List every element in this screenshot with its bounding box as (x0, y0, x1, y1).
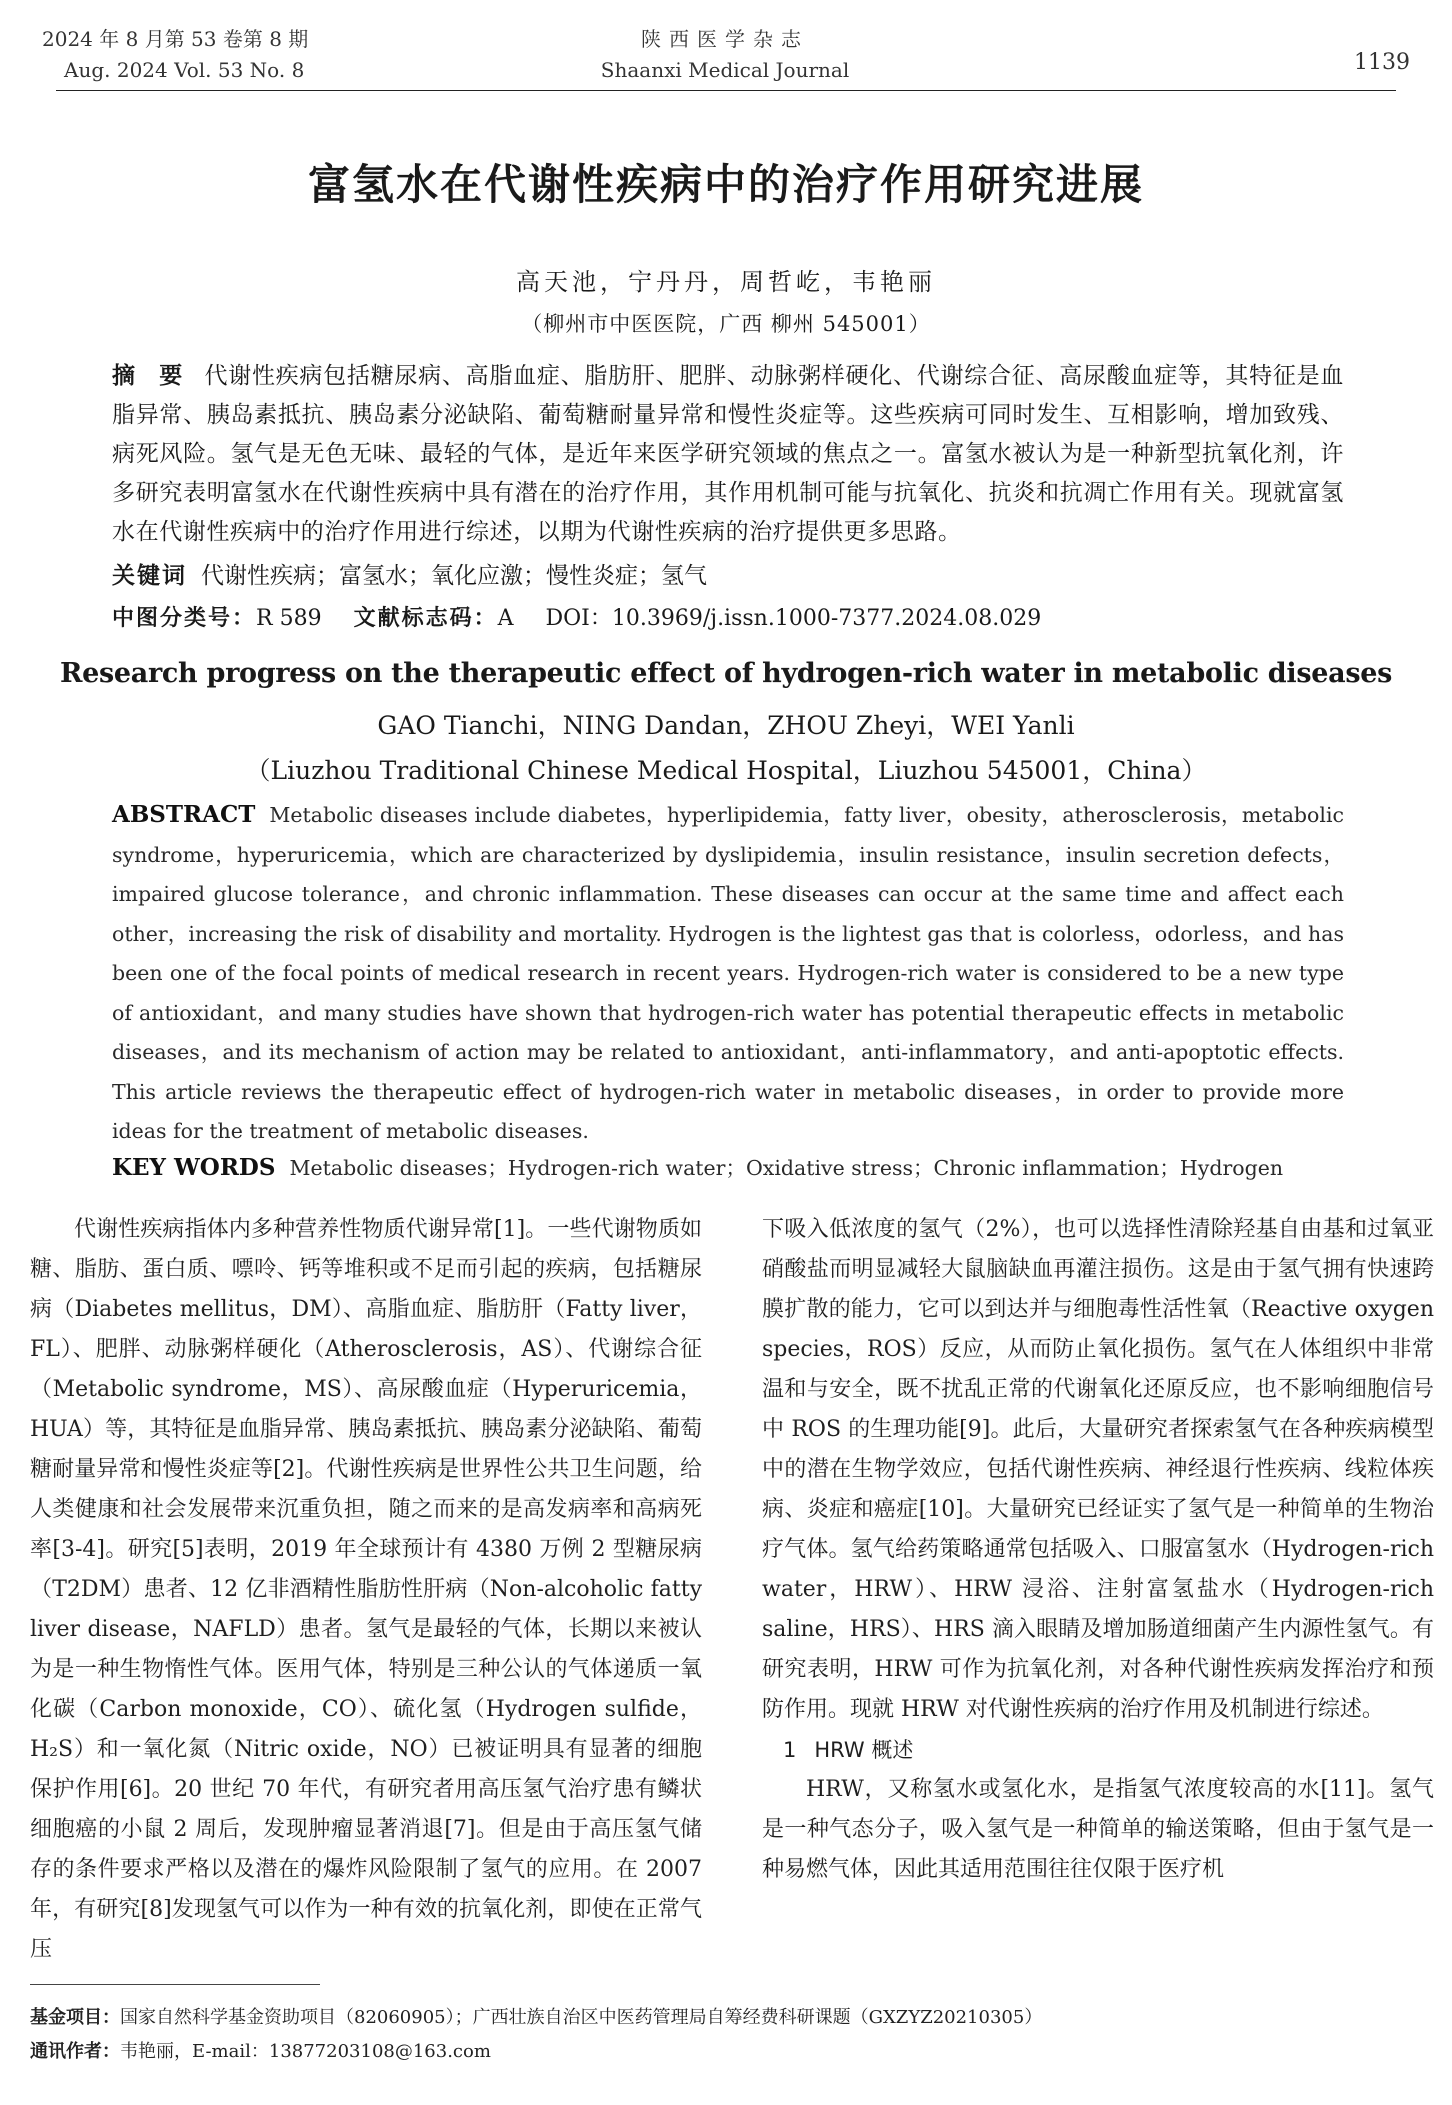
corresponding-author-text: 韦艳丽，E-mail：13877203108@163.com (120, 2041, 491, 2062)
abstract-en (112, 795, 1344, 1152)
page-number: 1139 (1354, 50, 1410, 75)
keywords-en-text: Metabolic diseases；Hydrogen-rich water；Oxidative stress；Chronic inflammation；Hydrogen (289, 1156, 1284, 1180)
abstract-cn-text: 代谢性疾病包括糖尿病、高脂血症、脂肪肝、肥胖、动脉粥样硬化、代谢综合征、高尿酸血症等，其特征是血脂异常、胰岛素抵抗、胰岛素分泌缺陷、葡萄糖耐量异常和慢性炎症等。这些疾病可同时发生、互相影响，增加致残、病死风险。氢气是无色无味、最轻的气体，是近年来医学研究领域的焦点之一。富氢水被认为是一种新型抗氧化剂，许多研究表明富氢水在代谢性疾病中具有潜在的治疗作用，其作用机制可能与抗氧化、抗炎和抗凋亡作用有关。现就富氢水在代谢性疾病中的治疗作用进行综述，以期为代谢性疾病的治疗提供更多思路。 (112, 363, 1344, 545)
doc-code-label: 文献标志码： (353, 606, 498, 631)
doc-code-value: A (497, 606, 514, 631)
clc-value: R 589 (256, 606, 322, 631)
abstract-cn (112, 357, 1344, 552)
keywords-cn-label: 关键词 (112, 563, 187, 589)
journal-name (560, 24, 890, 86)
body-column-left (30, 1210, 702, 1970)
intro-paragraph: 代谢性疾病指体内多种营养性物质代谢异常[1]。一些代谢物质如糖、脂肪、蛋白质、嘌呤、钙等堆积或不足而引起的疾病，包括糖尿病（Diabetes mellitus，DM）、高脂血症、脂肪肝（Fatty liver，FL）、肥胖、动脉粥样硬化（Atherosclerosis，AS）、代谢综合征（Metabolic syndrome，MS）、高尿酸血症（Hyperuricemia，HUA）等，其特征是血脂异常、胰岛素抵抗、胰岛素分泌缺陷、葡萄糖耐量异常和慢性炎症等[2]。代谢性疾病是世界性公共卫生问题，给人类健康和社会发展带来沉重负担，随之而来的是高发病率和高病死率[3-4]。研究[5]表明，2019 年全球预计有 4380 万例 2 型糖尿病（T2DM）患者、12 亿非酒精性脂肪性肝病（Non-alcoholic fatty liver disease，NAFLD）患者。氢气是最轻的气体，长期以来被认为是一种生物惰性气体。医用气体，特别是三种公认的气体递质一氧化碳（Carbon monoxide，CO）、硫化氢（Hydrogen sulfide，H₂S）和一氧化氮（Nitric oxide，NO）已被证明具有显著的细胞保护作用[6]。20 世纪 70 年代，有研究者用高压氢气治疗患有鳞状细胞癌的小鼠 2 周后，发现肿瘤显著消退[7]。但是由于高压氢气储存的条件要求严格以及潜在的爆炸风险限制了氢气的应用。在 2007 年，有研究[8]发现氢气可以作为一种有效的抗氧化剂，即使在正常气压 (30, 1217, 702, 1962)
intro-paragraph-continued: 下吸入低浓度的氢气（2%），也可以选择性清除羟基自由基和过氧亚硝酸盐而明显减轻大鼠脑缺血再灌注损伤。这是由于氢气拥有快速跨膜扩散的能力，它可以到达并与细胞毒性活性氧（Reactive oxygen species，ROS）反应，从而防止氧化损伤。氢气在人体组织中非常温和与安全，既不扰乱正常的代谢氧化还原反应，也不影响细胞信号中 ROS 的生理功能[9]。此后，大量研究者探索氢气在各种疾病模型中的潜在生物学效应，包括代谢性疾病、神经退行性疾病、线粒体疾病、炎症和癌症[10]。大量研究已经证实了氢气是一种简单的生物治疗气体。氢气给药策略通常包括吸入、口服富氢水（Hydrogen-rich water，HRW）、HRW 浸浴、注射富氢盐水（Hydrogen-rich saline，HRS）、HRS 滴入眼睛及增加肠道细菌产生内源性氢气。有研究表明，HRW 可作为抗氧化剂，对各种代谢性疾病发挥治疗和预防作用。现就 HRW 对代谢性疾病的治疗作用及机制进行综述。 (762, 1217, 1434, 1722)
funding-label: 基金项目： (30, 2007, 120, 2028)
header-rule (56, 90, 1396, 91)
authors-en: GAO Tianchi，NING Dandan，ZHOU Zheyi，WEI Yanli (377, 711, 1075, 740)
section-heading (762, 1730, 1434, 1770)
classification-line (112, 604, 1344, 634)
abstract-en-label: ABSTRACT (112, 801, 256, 828)
keywords-cn (112, 561, 1344, 591)
article-title-en: Research progress on the therapeutic effect of hydrogen-rich water in metabolic diseases (60, 658, 1392, 689)
journal-name-cn: 陕西医学杂志 (641, 27, 809, 51)
abstract-cn-label: 摘 要 (112, 363, 191, 389)
corresponding-author-footnote (30, 2040, 1420, 2064)
body-column-right (762, 1210, 1434, 1890)
section-paragraph: HRW，又称氢水或氢化水，是指氢气浓度较高的水[11]。氢气是一种气态分子，吸入氢气是一种简单的输送策略，但由于氢气是一种易燃气体，因此其适用范围往往仅限于医疗机 (762, 1777, 1434, 1882)
issue-info-cn: 2024 年 8 月第 53 卷第 8 期 (42, 27, 309, 51)
section-number: 1 (783, 1738, 797, 1762)
clc-label: 中图分类号： (112, 606, 257, 631)
footnote-rule (30, 1984, 320, 1985)
authors-cn: 高天池，宁丹丹，周哲屹，韦艳丽 (516, 268, 936, 296)
keywords-cn-text: 代谢性疾病；富氢水；氧化应激；慢性炎症；氢气 (201, 563, 707, 589)
journal-name-en: Shaanxi Medical Journal (600, 58, 850, 82)
doi-value: 10.3969/j.issn.1000-7377.2024.08.029 (611, 606, 1042, 631)
article-title-cn: 富氢水在代谢性疾病中的治疗作用研究进展 (307, 160, 1144, 209)
affiliation-en: （Liuzhou Traditional Chinese Medical Hospital，Liuzhou 545001，China） (245, 756, 1207, 785)
issue-info-en: Aug. 2024 Vol. 53 No. 8 (64, 58, 305, 82)
keywords-en-label: KEY WORDS (112, 1154, 276, 1181)
funding-text: 国家自然科学基金资助项目（82060905）；广西壮族自治区中医药管理局自筹经费科研课题（GXZYZ20210305） (120, 2007, 1043, 2028)
affiliation-cn: （柳州市中医医院，广西 柳州 545001） (521, 312, 931, 336)
funding-footnote (30, 2006, 1420, 2030)
section-title: HRW 概述 (814, 1738, 914, 1762)
issue-info (42, 24, 308, 86)
doi-label: DOI： (545, 606, 612, 631)
keywords-en (112, 1153, 1344, 1183)
abstract-en-text: Metabolic diseases include diabetes，hyperlipidemia，fatty liver，obesity，atherosclerosis，metabolic syndrome，hyperuricemia，which are characterized by dyslipidemia，insulin resistance，insulin secretion defects，impaired glucose tolerance，and chronic inflammation. These diseases can occur at the same time and affect each other，increasing the risk of disability and mortality. Hydrogen is the lightest gas that is colorless，odorless，and has been one of the focal points of medical research in recent years. Hydrogen-rich water is considered to be a new type of antioxidant，and many studies have shown that hydrogen-rich water has potential therapeutic effects in metabolic diseases，and its mechanism of action may be related to antioxidant，anti-inflammatory，and anti-apoptotic effects. This article reviews the therapeutic effect of hydrogen-rich water in metabolic diseases，in order to provide more ideas for the treatment of metabolic diseases. (112, 803, 1344, 1143)
corresponding-author-label: 通讯作者： (30, 2041, 120, 2062)
